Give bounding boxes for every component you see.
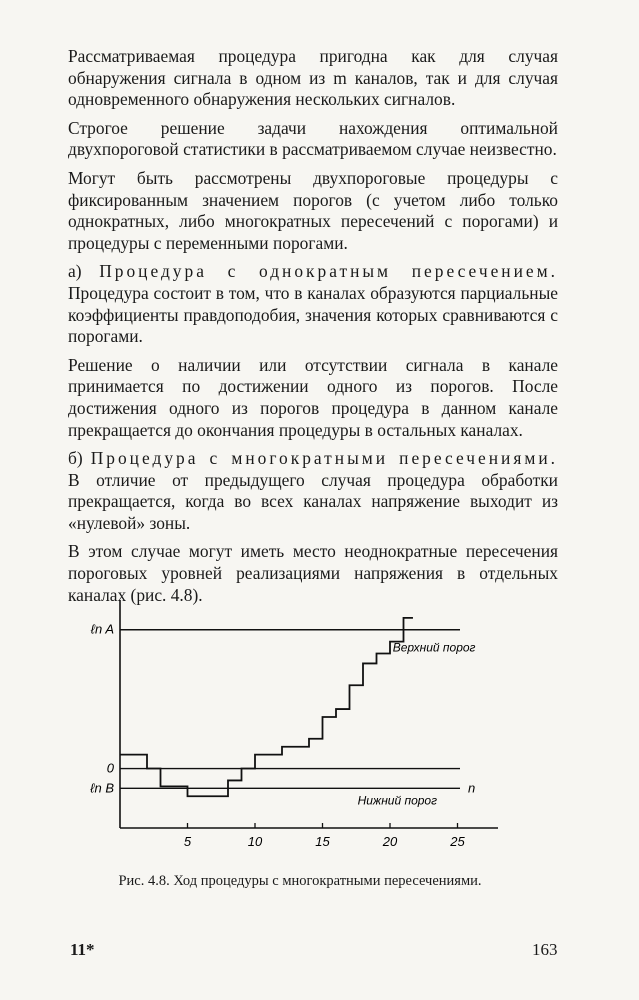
figure-4-8 bbox=[68, 598, 528, 863]
item-b-lead: б) bbox=[68, 448, 91, 469]
item-a-text: Процедура состоит в том, что в каналах образуются парциальные коэффициенты правдоподобия, значения которых сравниваются с порогами. bbox=[68, 282, 558, 347]
paragraph-2: Строгое решение задачи нахождения оптимальной двухпороговой статистики в рассматриваемом случае неизвестно. bbox=[68, 117, 558, 160]
step-trajectory bbox=[120, 618, 413, 796]
paragraph-3: Могут быть рассмотрены двухпороговые процедуры с фиксированным значением порогов (с учетом либо только однократных, либо многократных пересечений с порогами) и процедуры с переменными порогами. bbox=[68, 167, 558, 253]
x-tick-label: 20 bbox=[382, 834, 398, 849]
x-ticks bbox=[184, 823, 466, 849]
figure-caption: Рис. 4.8. Ход процедуры с многократными пересечениями. bbox=[118, 873, 482, 889]
x-tick-label: 10 bbox=[247, 834, 263, 849]
annotation-lower: Нижний порог bbox=[357, 793, 438, 808]
y-label-upper: ℓn A bbox=[90, 621, 114, 637]
x-tick-label: 25 bbox=[450, 834, 465, 849]
x-tick-label: 5 bbox=[183, 834, 192, 849]
page-number: 163 bbox=[532, 940, 558, 959]
x-axis-label: n bbox=[468, 780, 476, 796]
paragraph-4: Решение о наличии или отсутствии сигнала в канале принимается по достижении одного из порогов. После достижения одного из порогов процедура в данном канале прекращается до окончания процедуры в остальных каналах. bbox=[68, 354, 558, 440]
x-tick-label: 15 bbox=[315, 834, 330, 849]
body-text bbox=[68, 46, 558, 613]
signature-mark: 11* bbox=[70, 940, 95, 959]
item-a-heading: Процедура с однократным пересечением. bbox=[99, 261, 558, 282]
paragraph-5: В этом случае могут иметь место неоднократные пересечения пороговых уровней реализациями напряжения в отдельных каналах (рис. 4.8). bbox=[68, 541, 558, 605]
item-b-text: В отличие от предыдущего случая процедура обработки прекращается, когда во всех каналах напряжение выходит из «нулевой» зоны. bbox=[68, 469, 558, 533]
item-b-heading: Процедура с многократными пересечениями. bbox=[90, 448, 558, 469]
item-a-lead: а) bbox=[68, 261, 100, 282]
paragraph-1: Рассматриваемая процедура пригодна как для случая обнаружения сигнала в одном из m каналов, так и для случая одновременного обнаружения нескольких сигналов. bbox=[68, 46, 558, 110]
y-label-lower: ℓn B bbox=[90, 780, 114, 796]
y-label-zero: 0 bbox=[106, 760, 114, 776]
paragraph-b bbox=[68, 448, 558, 534]
annotation-upper: Верхний порог bbox=[392, 640, 476, 655]
paragraph-a bbox=[68, 261, 558, 347]
